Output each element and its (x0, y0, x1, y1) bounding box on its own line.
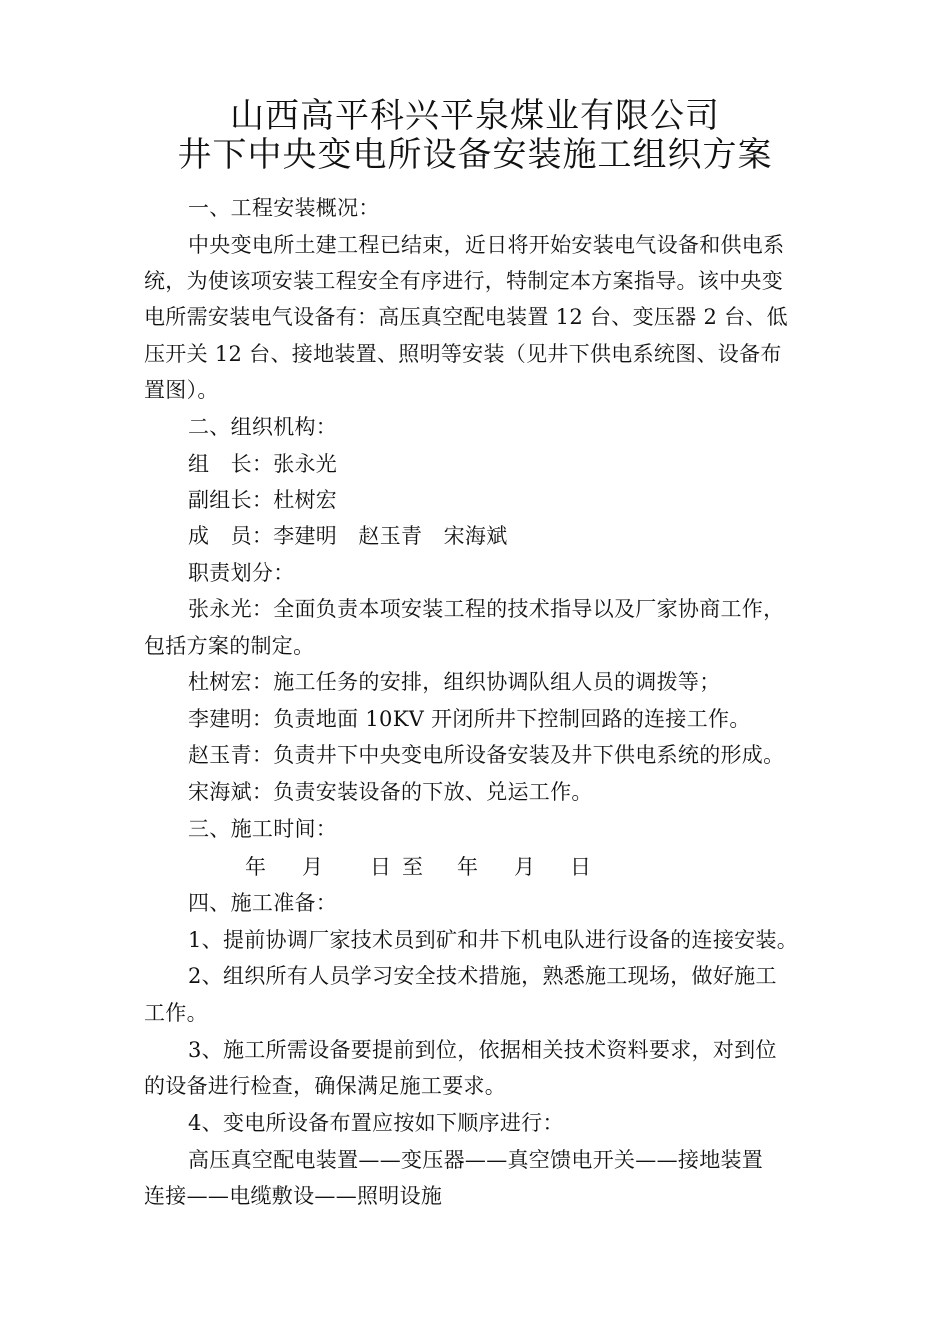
section1-paragraph-line: 电所需安装电气设备有：高压真空配电装置 12 台、变压器 2 台、低 (144, 305, 788, 329)
duty-line: 包括方案的制定。 (144, 634, 315, 658)
end-year-label: 年 (457, 855, 478, 879)
section1-paragraph-line: 压开关 12 台、接地装置、照明等安装（见井下供电系统图、设备布 (144, 342, 782, 366)
prep-item: 3、施工所需设备要提前到位，依据相关技术资料要求，对到位 (188, 1038, 777, 1062)
section1-paragraph-line: 统，为使该项安装工程安全有序进行，特制定本方案指导。该中央变 (144, 269, 783, 293)
duties-heading: 职责划分： (188, 561, 295, 585)
duty-line: 张永光：全面负责本项安装工程的技术指导以及厂家协商工作， (188, 597, 785, 621)
to-label: 至 (402, 855, 423, 879)
install-sequence-line: 高压真空配电装置——变压器——真空馈电开关——接地装置 (188, 1148, 764, 1172)
section1-paragraph-line: 置图）。 (144, 378, 219, 402)
prep-item: 1、提前协调厂家技术员到矿和井下机电队进行设备的连接安装。 (188, 928, 799, 952)
prep-item: 工作。 (144, 1001, 208, 1025)
document-title-line1: 山西高平科兴平泉煤业有限公司 (230, 96, 720, 136)
prep-item: 4、变电所设备布置应按如下顺序进行： (188, 1111, 564, 1135)
end-day-label: 日 (570, 855, 591, 879)
start-day-label: 日 (370, 855, 391, 879)
duty-line: 李建明：负责地面 10KV 开闭所井下控制回路的连接工作。 (188, 707, 751, 731)
start-month-label: 月 (302, 855, 323, 879)
duty-line: 赵玉青：负责井下中央变电所设备安装及井下供电系统的形成。 (188, 743, 785, 767)
section2-heading: 二、组织机构： (188, 415, 338, 439)
prep-item: 2、组织所有人员学习安全技术措施，熟悉施工现场，做好施工 (188, 964, 777, 988)
members-line: 成 员：李建明 赵玉青 宋海斌 (188, 524, 508, 548)
install-sequence-line: 连接——电缆敷设——照明设施 (144, 1184, 443, 1208)
document-title-line2: 井下中央变电所设备安装施工组织方案 (177, 135, 773, 175)
duty-line: 杜树宏：施工任务的安排，组织协调队组人员的调拨等； (188, 670, 721, 694)
leader-line: 组 长：张永光 (188, 452, 338, 476)
section3-heading: 三、施工时间： (188, 817, 338, 841)
end-month-label: 月 (514, 855, 535, 879)
section1-heading: 一、工程安装概况： (188, 196, 380, 220)
section4-heading: 四、施工准备： (188, 891, 338, 915)
section1-paragraph-line: 中央变电所土建工程已结束，近日将开始安装电气设备和供电系 (188, 233, 785, 257)
duty-line: 宋海斌：负责安装设备的下放、兑运工作。 (188, 780, 593, 804)
prep-item: 的设备进行检查，确保满足施工要求。 (144, 1074, 507, 1098)
deputy-leader-line: 副组长：杜树宏 (188, 488, 338, 512)
start-year-label: 年 (245, 855, 266, 879)
construction-date-range (0, 853, 950, 881)
